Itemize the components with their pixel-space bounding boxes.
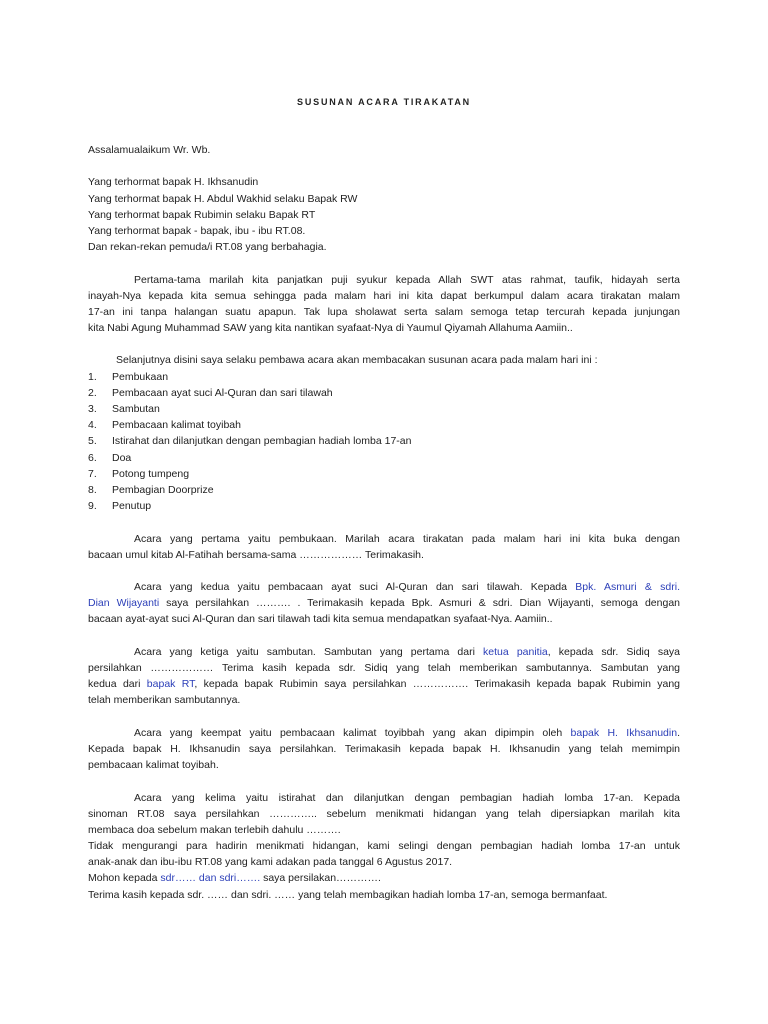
agenda-intro: Selanjutnya disini saya selaku pembawa acara akan membacakan susunan acara pada malam hari ini : [116, 354, 598, 367]
agenda-label: Pembacaan ayat suci Al-Quran dan sari tilawah [112, 386, 333, 399]
paragraph-line: Pertama-tama marilah kita panjatkan puji syukur kepada Allah SWT atas rahmat, taufik, hidayah serta [134, 273, 680, 286]
section-kalimat-toyibah [88, 725, 680, 774]
agenda-item [88, 482, 680, 498]
line-text: saya persilahkan ………. . Terimakasih kepada Bpk. Asmuri & sdri. Dian Wijayanti, semoga dengan [159, 597, 680, 610]
paragraph-line [88, 579, 680, 595]
salutations [88, 174, 680, 255]
paragraph-line [88, 595, 680, 611]
agenda-label: Potong tumpeng [112, 467, 190, 480]
line-text: saya persilakan…………. [260, 872, 381, 885]
paragraph-line: sinoman RT.08 saya persilahkan ………….. sebelum menikmati hidangan yang telah dipersiapkan marilah kita [88, 807, 680, 820]
paragraph-line: 17-an ini tanpa halangan suatu apapun. Tak lupa sholawat serta salam semoga tetap tercurah kepada junjungan [88, 305, 680, 318]
agenda-item [88, 466, 680, 482]
paragraph-line: membaca doa sebelum makan terlebih dahulu ………. [88, 823, 341, 836]
line-text: , kepada sdr. Sidiq saya [547, 645, 680, 658]
highlighted-name: Dian Wijayanti [88, 597, 160, 610]
paragraph-line: telah memberikan sambutannya. [88, 694, 241, 707]
agenda-number: 7. [88, 467, 97, 480]
paragraph-line: persilahkan ……………… Terima kasih kepada sdr. Sidiq yang telah memberikan sambutannya. Sambutan yang [88, 662, 680, 674]
agenda-item [88, 401, 680, 417]
highlighted-name: sdr…… dan sdri……. [160, 872, 261, 885]
agenda-label: Sambutan [112, 403, 160, 415]
salutation-line: Yang terhormat bapak Rubimin selaku Bapak RT [88, 208, 316, 221]
highlighted-name: Bpk. Asmuri & sdri. [575, 581, 680, 594]
agenda-item [88, 417, 680, 433]
agenda-item [88, 450, 680, 466]
agenda-label: Doa [112, 451, 132, 464]
agenda [88, 352, 680, 514]
paragraph-line: bacaan ayat-ayat suci Al-Quran dan sari tilawah tadi kita semua mendapatkan syafaat-Nya. Aamiin.. [88, 613, 553, 626]
agenda-number: 9. [88, 500, 97, 513]
agenda-number: 4. [88, 419, 97, 432]
paragraph-line: Terima kasih kepada sdr. …… dan sdri. …… yang telah membagikan hadiah lomba 17-an, semoga bermanfaat. [88, 888, 608, 901]
agenda-item [88, 369, 680, 385]
line-text: Acara yang ketiga yaitu sambutan. Sambutan yang pertama dari [134, 645, 484, 658]
salutation-line: Dan rekan-rekan pemuda/i RT.08 yang berbahagia. [88, 241, 327, 254]
agenda-label: Penutup [112, 500, 152, 513]
agenda-item [88, 498, 680, 514]
agenda-label: Istirahat dan dilanjutkan dengan pembagian hadiah lomba 17-an [112, 435, 412, 448]
paragraph-line [88, 725, 680, 741]
paragraph-line: inayah-Nya kepada kita semua sehingga pada malam hari ini kita dapat berkumpul dalam acara tirakatan malam [88, 289, 680, 302]
document-title: SUSUNAN ACARA TIRAKATAN [297, 97, 471, 107]
line-text: Acara yang keempat yaitu pembacaan kalimat toyibbah yang akan dipimpin oleh [134, 726, 571, 739]
agenda-item [88, 385, 680, 401]
salutation-line: Yang terhormat bapak H. Ikhsanudin [88, 176, 259, 189]
line-text: Mohon kepada [88, 872, 161, 885]
section-istirahat [88, 790, 680, 903]
paragraph-line: Acara yang kelima yaitu istirahat dan dilanjutkan dengan pembagian hadiah lomba 17-an. Kepada [134, 791, 680, 804]
agenda-number: 1. [88, 370, 97, 383]
paragraph-line: anak-anak dan ibu-ibu RT.08 yang kami adakan pada tanggal 6 Agustus 2017. [88, 856, 453, 869]
paragraph-line [88, 676, 680, 692]
paragraph-line [88, 644, 680, 660]
paragraph-line: Acara yang pertama yaitu pembukaan. Marilah acara tirakatan pada malam hari ini kita buka dengan [134, 532, 680, 545]
document-body [88, 142, 680, 903]
line-text: , kepada bapak Rubimin saya persilahkan ……………. Terimakasih kepada bapak Rubimin yang [194, 678, 680, 691]
paragraph-line: kita Nabi Agung Muhammad SAW yang kita nantikan syafaat-Nya di Yaumul Qiyamah Allahuma Aamiin.. [88, 322, 573, 335]
line-text: Acara yang kedua yaitu pembacaan ayat suci Al-Quran dan sari tilawah. Kepada [134, 581, 576, 594]
highlighted-name: bapak RT [146, 678, 195, 691]
section-pembacaan-quran [88, 579, 680, 628]
agenda-number: 8. [88, 483, 97, 496]
salutation-line: Yang terhormat bapak H. Abdul Wakhid selaku Bapak RW [88, 192, 358, 205]
section-sambutan [88, 644, 680, 709]
opening-paragraph [88, 272, 680, 337]
agenda-number: 6. [88, 451, 97, 464]
agenda-number: 5. [88, 435, 97, 448]
agenda-item [88, 433, 680, 449]
agenda-number: 2. [88, 386, 97, 399]
paragraph-line: Kepada bapak H. Ikhsanudin saya persilahkan. Terimakasih kepada bapak H. Ikhsanudin yang telah memimpin [88, 742, 680, 755]
greeting: Assalamualaikum Wr. Wb. [88, 144, 211, 156]
paragraph-line: bacaan umul kitab Al-Fatihah bersama-sama ……………… Terimakasih. [88, 548, 424, 561]
agenda-label: Pembacaan kalimat toyibah [112, 419, 241, 432]
section-pembukaan [88, 531, 680, 563]
agenda-label: Pembagian Doorprize [112, 483, 214, 496]
paragraph-line: Tidak mengurangi para hadirin menikmati hidangan, kami selingi dengan pembagian hadiah lomba 17-an untuk [88, 840, 680, 853]
line-text: . [677, 726, 680, 739]
agenda-number: 3. [88, 403, 97, 415]
line-text: kedua dari [88, 678, 147, 691]
salutation-line: Yang terhormat bapak - bapak, ibu - ibu RT.08. [88, 224, 306, 237]
agenda-label: Pembukaan [112, 370, 169, 383]
highlighted-name: bapak H. Ikhsanudin [570, 726, 678, 739]
paragraph-line: pembacaan kalimat toyibah. [88, 759, 219, 772]
highlighted-name: ketua panitia [483, 645, 548, 658]
paragraph-line [88, 870, 680, 886]
